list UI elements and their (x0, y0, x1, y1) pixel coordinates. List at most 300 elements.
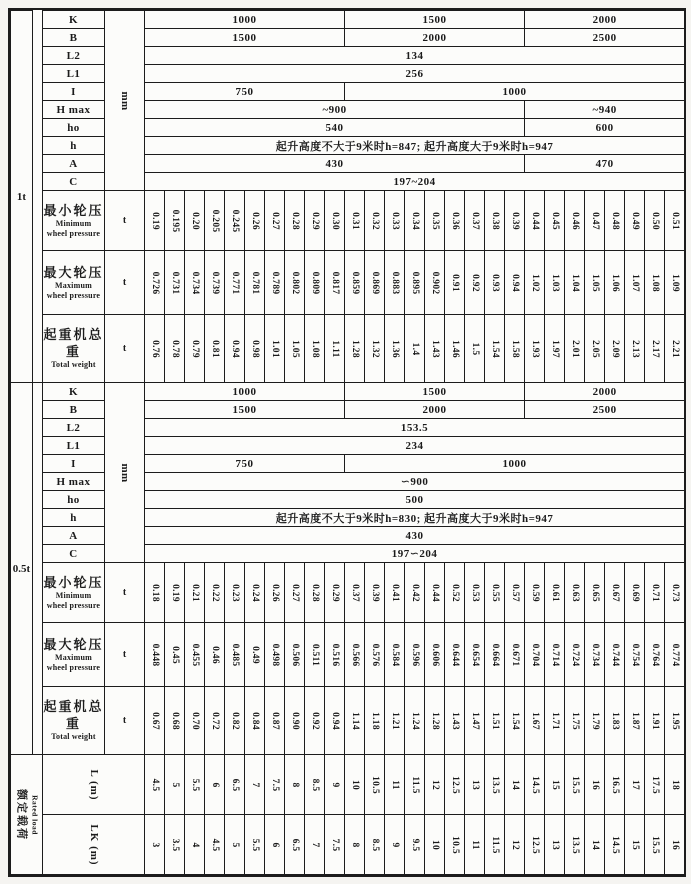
value-cell (625, 623, 645, 687)
value-cell (185, 815, 205, 875)
rotated-value: 0.87 (269, 711, 280, 730)
rotated-value: 5 (169, 781, 180, 788)
rotated-value: 1.03 (549, 273, 560, 292)
rotated-value: 6 (209, 781, 220, 788)
value-cell (605, 755, 625, 815)
spacer-cell (33, 383, 43, 755)
rotated-value: 0.92 (309, 711, 320, 730)
value-cell (445, 623, 465, 687)
spec-table-frame (8, 8, 686, 877)
value-cell (145, 755, 165, 815)
value-cell (145, 563, 165, 623)
rotated-value: 7.5 (269, 778, 280, 791)
param-value: 600 (525, 119, 685, 137)
value-cell (425, 563, 445, 623)
rotated-value: 0.511 (309, 643, 320, 666)
value-cell (185, 687, 205, 755)
value-cell (665, 623, 685, 687)
value-cell (645, 687, 665, 755)
value-cell (565, 815, 585, 875)
value-cell (365, 815, 385, 875)
value-cell (365, 687, 385, 755)
param-name: I (43, 83, 105, 101)
value-cell (525, 191, 545, 251)
rotated-value: 0.455 (189, 643, 200, 666)
rotated-value: 0.895 (409, 271, 420, 294)
value-cell (465, 815, 485, 875)
rotated-value: 0.51 (669, 211, 680, 230)
rotated-value: 1.08 (649, 273, 660, 292)
rotated-value: 0.734 (589, 643, 600, 666)
value-cell (665, 563, 685, 623)
value-cell (345, 623, 365, 687)
value-cell (265, 563, 285, 623)
param-name: H max (43, 473, 105, 491)
value-cell (245, 687, 265, 755)
value-cell (145, 191, 165, 251)
param-value: 750 (145, 455, 345, 473)
table-row (11, 815, 685, 875)
value-cell (545, 315, 565, 383)
value-cell (345, 687, 365, 755)
rotated-value: 0.28 (309, 583, 320, 602)
row-label-zh: 最小轮压 (43, 574, 104, 590)
value-cell (225, 191, 245, 251)
unit-t: t (105, 563, 145, 623)
param-value: 197~204 (145, 173, 685, 191)
value-cell (325, 755, 345, 815)
value-cell (445, 251, 465, 315)
value-cell (305, 191, 325, 251)
param-name: ho (43, 491, 105, 509)
value-cell (625, 563, 645, 623)
param-value: 470 (525, 155, 685, 173)
rotated-value: 0.739 (209, 271, 220, 294)
unit-t: t (105, 687, 145, 755)
value-cell (385, 315, 405, 383)
rotated-value: 0.57 (509, 583, 520, 602)
value-cell (465, 563, 485, 623)
value-cell (185, 563, 205, 623)
section-table-0.5t (10, 382, 685, 755)
rotated-value: 9 (389, 841, 400, 848)
value-cell (265, 315, 285, 383)
rotated-value: 1.04 (569, 273, 580, 292)
rotated-value: 0.81 (209, 339, 220, 358)
rotated-value: 0.734 (189, 271, 200, 294)
rotated-value: 1.24 (409, 711, 420, 730)
rotated-value: 17.5 (649, 775, 660, 794)
rotated-value: 0.71 (649, 583, 660, 602)
value-cell (165, 563, 185, 623)
value-cell (345, 315, 365, 383)
rotated-value: 14 (589, 839, 600, 850)
rotated-value: 0.516 (329, 643, 340, 666)
rotated-value: 2.17 (649, 339, 660, 358)
rotated-value: 4 (189, 841, 200, 848)
param-name: h (43, 137, 105, 155)
rotated-value: 1.14 (349, 711, 360, 730)
param-value: 500 (145, 491, 685, 509)
rotated-value: 2.05 (589, 339, 600, 358)
value-cell (345, 563, 365, 623)
rotated-value: 1.02 (529, 273, 540, 292)
value-cell (465, 191, 485, 251)
row-label-zh: 最小轮压 (43, 202, 104, 218)
value-cell (365, 623, 385, 687)
row-label-en: Maximum wheel pressure (46, 281, 101, 300)
value-cell (405, 755, 425, 815)
rotated-value: 0.46 (209, 645, 220, 664)
rotated-value: 1.36 (389, 339, 400, 358)
value-cell (365, 563, 385, 623)
value-cell (285, 815, 305, 875)
rated-load-rotated (14, 789, 39, 841)
rotated-value: 2.09 (609, 339, 620, 358)
value-cell (265, 815, 285, 875)
rotated-value: 0.47 (589, 211, 600, 230)
value-cell (325, 315, 345, 383)
rotated-value: 4.5 (149, 778, 160, 791)
rotated-value: 18 (669, 779, 680, 790)
value-cell (285, 191, 305, 251)
value-cell (405, 815, 425, 875)
value-cell (665, 687, 685, 755)
param-name: A (43, 155, 105, 173)
value-cell (405, 563, 425, 623)
value-cell (225, 251, 245, 315)
value-cell (445, 563, 465, 623)
rotated-value: 0.38 (489, 211, 500, 230)
value-cell (625, 315, 645, 383)
value-cell (305, 315, 325, 383)
rotated-value: 1.75 (569, 711, 580, 730)
rotated-value: 0.44 (429, 583, 440, 602)
rotated-value: 0.902 (429, 271, 440, 294)
value-cell (385, 563, 405, 623)
row-label-zh: 最大轮压 (43, 264, 104, 280)
value-cell (465, 687, 485, 755)
rotated-value: 9.5 (409, 838, 420, 851)
group-label: 1t (11, 11, 33, 383)
rotated-value: 0.644 (449, 643, 460, 666)
value-cell (645, 815, 665, 875)
row-label-en: Total weight (51, 731, 96, 741)
rotated-value: 0.78 (169, 339, 180, 358)
unit-t: t (105, 315, 145, 383)
rotated-value: 0.731 (169, 271, 180, 294)
rotated-value: 0.774 (669, 643, 680, 666)
unit-t: t (105, 191, 145, 251)
table-row (11, 623, 685, 687)
rotated-value: 1.91 (649, 711, 660, 730)
rotated-value: 0.91 (449, 273, 460, 292)
value-cell (265, 687, 285, 755)
value-cell (485, 815, 505, 875)
rotated-value: 0.726 (149, 271, 160, 294)
value-cell (645, 563, 665, 623)
value-cell (565, 191, 585, 251)
param-name: C (43, 173, 105, 191)
rotated-value: 1.05 (289, 339, 300, 358)
rotated-value: 0.566 (349, 643, 360, 666)
rotated-value: 0.31 (349, 211, 360, 230)
rotated-value: 0.704 (529, 643, 540, 666)
value-cell (165, 191, 185, 251)
value-cell (525, 815, 545, 875)
param-value: 1000 (345, 455, 685, 473)
rotated-value: 12.5 (449, 775, 460, 794)
value-cell (625, 755, 645, 815)
value-cell (605, 623, 625, 687)
row-label-en: Maximum wheel pressure (46, 653, 101, 672)
rotated-value: 0.67 (149, 711, 160, 730)
unit-mm (105, 11, 145, 191)
rotated-value: 1.58 (509, 339, 520, 358)
value-cell (225, 563, 245, 623)
rotated-value: 0.53 (469, 583, 480, 602)
rotated-value: 15 (629, 839, 640, 850)
rotated-value: 0.37 (469, 211, 480, 230)
value-cell (525, 563, 545, 623)
value-cell (485, 755, 505, 815)
value-cell (485, 251, 505, 315)
value-cell (185, 755, 205, 815)
group-label: 0.5t (11, 383, 33, 755)
rotated-value: 13.5 (569, 835, 580, 854)
value-cell (165, 623, 185, 687)
value-cell (145, 315, 165, 383)
value-cell (545, 563, 565, 623)
value-cell (445, 191, 465, 251)
rotated-value: 15.5 (569, 775, 580, 794)
value-cell (545, 623, 565, 687)
value-cell (465, 315, 485, 383)
rotated-value: 0.68 (169, 711, 180, 730)
rotated-value: 1.46 (449, 339, 460, 358)
rotated-value: 1.47 (469, 711, 480, 730)
rotated-value: 1.18 (369, 711, 380, 730)
value-cell (285, 315, 305, 383)
value-cell (585, 755, 605, 815)
value-cell (545, 191, 565, 251)
rotated-value: 0.44 (529, 211, 540, 230)
rotated-value: 0.92 (469, 273, 480, 292)
param-name: B (43, 401, 105, 419)
value-cell (205, 623, 225, 687)
value-cell (245, 251, 265, 315)
value-cell (625, 251, 645, 315)
param-value: 134 (145, 47, 685, 65)
rotated-value: 8 (289, 781, 300, 788)
value-cell (385, 623, 405, 687)
value-cell (445, 687, 465, 755)
value-cell (485, 563, 505, 623)
rotated-value: 0.771 (229, 271, 240, 294)
rotated-value: 0.781 (249, 271, 260, 294)
rotated-value: 1.95 (669, 711, 680, 730)
value-cell (645, 251, 665, 315)
value-cell (565, 563, 585, 623)
value-cell (405, 687, 425, 755)
value-cell (285, 563, 305, 623)
table-row (11, 191, 685, 251)
rotated-value: 11.5 (409, 775, 420, 794)
value-cell (425, 315, 445, 383)
value-cell (585, 687, 605, 755)
value-cell (145, 623, 165, 687)
rotated-value: 0.596 (409, 643, 420, 666)
rotated-value: 0.49 (629, 211, 640, 230)
value-cell (305, 623, 325, 687)
value-cell (425, 623, 445, 687)
param-name: C (43, 545, 105, 563)
value-cell (445, 815, 465, 875)
value-cell (625, 191, 645, 251)
value-cell (145, 687, 165, 755)
value-cell (225, 815, 245, 875)
value-cell (425, 755, 445, 815)
value-cell (385, 815, 405, 875)
param-value: 430 (145, 155, 525, 173)
rotated-value: 0.72 (209, 711, 220, 730)
value-cell (585, 563, 605, 623)
rotated-value: 0.63 (569, 583, 580, 602)
value-cell (205, 755, 225, 815)
rotated-value: 15 (549, 779, 560, 790)
value-cell (405, 191, 425, 251)
rotated-value: 0.744 (609, 643, 620, 666)
rotated-value: 12 (429, 779, 440, 790)
rotated-value: 0.27 (289, 583, 300, 602)
value-cell (545, 687, 565, 755)
param-value: ~940 (525, 101, 685, 119)
rotated-value: 1.32 (369, 339, 380, 358)
param-name: H max (43, 101, 105, 119)
rotated-value: 0.654 (469, 643, 480, 666)
value-cell (565, 755, 585, 815)
rotated-value: 0.50 (649, 211, 660, 230)
rotated-value: 0.36 (449, 211, 460, 230)
value-cell (185, 623, 205, 687)
rotated-value: 2.01 (569, 339, 580, 358)
rotated-value: 0.21 (189, 583, 200, 602)
value-cell (345, 191, 365, 251)
rotated-value: 0.724 (569, 643, 580, 666)
rotated-value: 0.94 (329, 711, 340, 730)
rotated-value: 0.22 (209, 583, 220, 602)
value-cell (165, 251, 185, 315)
param-row (11, 383, 685, 401)
value-cell (365, 251, 385, 315)
rotated-value: 0.789 (269, 271, 280, 294)
value-cell (505, 251, 525, 315)
value-cell (525, 623, 545, 687)
rotated-value: 8 (349, 841, 360, 848)
rotated-value: 13 (549, 839, 560, 850)
param-row (11, 11, 685, 29)
value-cell (505, 815, 525, 875)
value-cell (305, 563, 325, 623)
value-cell (505, 623, 525, 687)
value-cell (385, 755, 405, 815)
rotated-value: 1.87 (629, 711, 640, 730)
value-cell (585, 251, 605, 315)
rotated-value: 0.82 (229, 711, 240, 730)
value-cell (245, 563, 265, 623)
value-cell (445, 315, 465, 383)
rotated-value: 0.883 (389, 271, 400, 294)
rotated-value: L (m) (87, 769, 100, 800)
rotated-value: 0.34 (409, 211, 420, 230)
row-label-zh: 起重机总重 (43, 699, 104, 731)
param-value: 1500 (345, 11, 525, 29)
value-cell (605, 563, 625, 623)
rotated-value: 0.498 (269, 643, 280, 666)
rotated-value: 0.584 (389, 643, 400, 666)
value-cell (265, 755, 285, 815)
value-cell (425, 191, 445, 251)
rotated-value: 6.5 (229, 778, 240, 791)
value-cell (165, 815, 185, 875)
value-cell (385, 687, 405, 755)
rotated-value: 16 (589, 779, 600, 790)
table-row (11, 755, 685, 815)
param-value: 750 (145, 83, 345, 101)
rotated-value: 0.69 (629, 583, 640, 602)
value-cell (465, 623, 485, 687)
row-label-zh: 起重机总重 (43, 327, 104, 359)
rotated-value: 1.97 (549, 339, 560, 358)
value-cell (605, 251, 625, 315)
value-cell (465, 755, 485, 815)
rotated-value: mm (118, 91, 131, 110)
value-cell (325, 191, 345, 251)
rotated-value: 0.90 (289, 711, 300, 730)
value-cell (525, 687, 545, 755)
rotated-value: 0.79 (189, 339, 200, 358)
rotated-value: 0.49 (249, 645, 260, 664)
rotated-value: 1.43 (429, 339, 440, 358)
rotated-value: 7 (309, 841, 320, 848)
rotated-value: 13 (469, 779, 480, 790)
value-cell (545, 815, 565, 875)
value-cell (585, 815, 605, 875)
rotated-value: 0.448 (149, 643, 160, 666)
value-cell (165, 315, 185, 383)
rotated-value: 5.5 (249, 838, 260, 851)
rotated-value: 0.70 (189, 711, 200, 730)
rotated-value: 1.06 (609, 273, 620, 292)
rotated-value: 15.5 (649, 835, 660, 854)
rotated-value: 0.61 (549, 583, 560, 602)
rotated-value: 6 (269, 841, 280, 848)
rotated-value: 0.46 (569, 211, 580, 230)
value-cell (285, 687, 305, 755)
rotated-value: 0.245 (229, 209, 240, 232)
rotated-value: 1.67 (529, 711, 540, 730)
spacer-cell (33, 11, 43, 383)
rotated-value: 6.5 (289, 838, 300, 851)
value-cell (325, 563, 345, 623)
rotated-value: 13.5 (489, 775, 500, 794)
value-cell (185, 191, 205, 251)
value-cell (625, 815, 645, 875)
value-cell (305, 687, 325, 755)
value-cell (205, 687, 225, 755)
rotated-value: 1.54 (489, 339, 500, 358)
param-value: 540 (145, 119, 525, 137)
